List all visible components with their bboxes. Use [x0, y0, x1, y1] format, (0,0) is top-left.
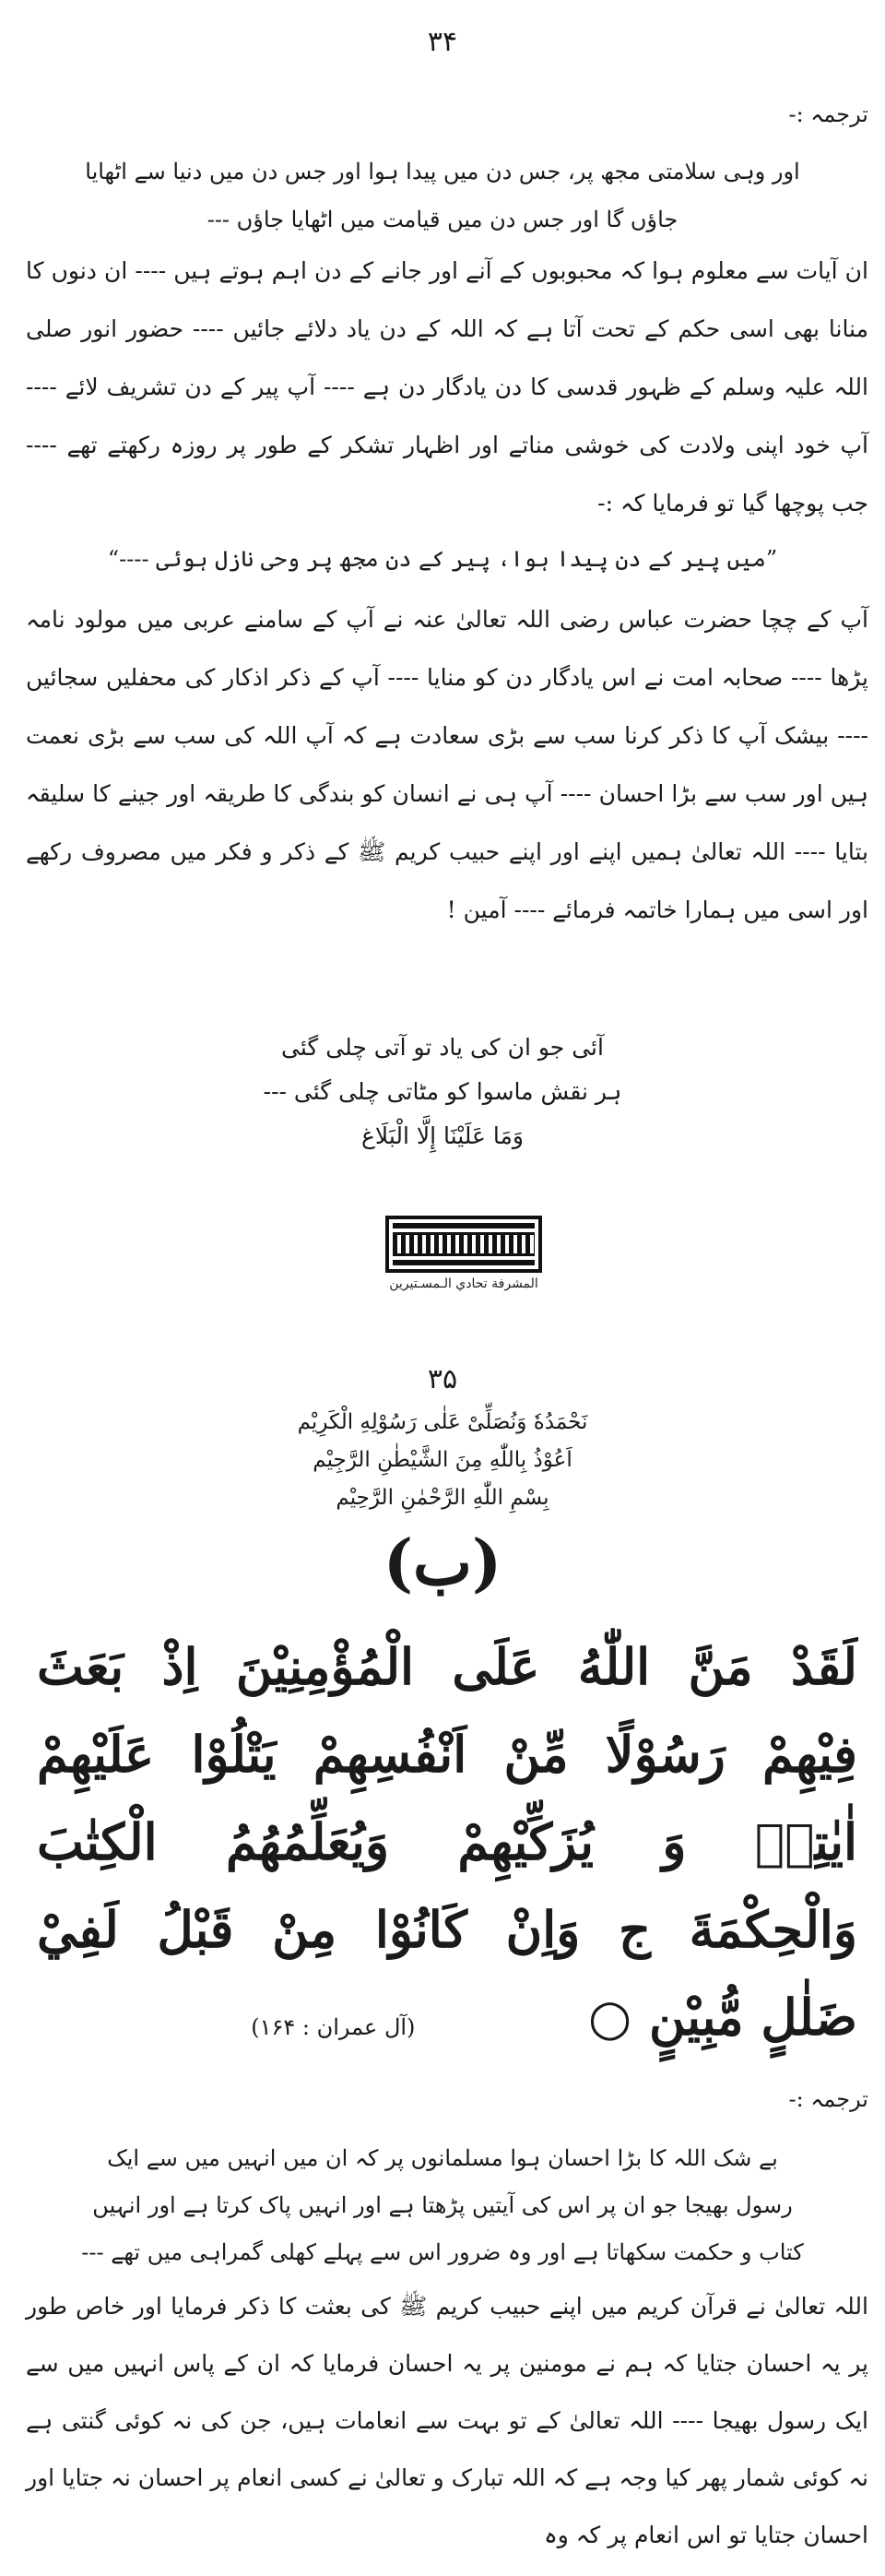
opening-line: نَحْمَدُهٗ وَنُصَلِّیْ عَلٰی رَسُوْلِهِ الْكَرِيْم — [297, 1410, 588, 1434]
verse-reference: (آل عمران : ۱۶۴) — [251, 2014, 416, 2040]
verse-line: اٰيٰتِهٖ وَ يُزَكِّيْهِمْ وَيُعَلِّمُهُمُ الْكِتٰبَ — [37, 1812, 857, 1871]
verse-line-last — [37, 1974, 857, 2071]
publisher-logo — [385, 1216, 542, 1291]
translation-line: جاؤں گا اور جس دن میں قیامت میں اٹھایا جاؤں --- — [206, 207, 678, 232]
translation-line: اور وہی سلامتی مجھ پر، جس دن میں پیدا ہوا اور جس دن میں دنیا سے اٹھایا — [85, 159, 800, 184]
translation-line: بے شک اللہ کا بڑا احسان ہوا مسلمانوں پر کہ ان میں انہیں میں سے ایک — [107, 2145, 778, 2171]
closing-couplet — [0, 1026, 885, 1158]
couplet-line: آئی جو ان کی یاد تو آتی چلی گئی — [281, 1034, 604, 1061]
translation-line: کتاب و حکمت سکھاتا ہے اور وہ ضرور اس سے پہلے کھلی گمراہی میں تھے --- — [81, 2239, 804, 2265]
couplet-line: ہر نقش ماسوا کو مٹاتی چلی گئی --- — [263, 1078, 622, 1105]
verse-line: ضَلٰلٍ مُّبِيْنٍ ○ — [588, 1988, 857, 2047]
hadith-quote: ”میں پیر کے دن پیدا ہوا، پیر کے دن مجھ پر وحی نازل ہوئی ----“ — [107, 546, 778, 572]
opening-formulas — [0, 1404, 885, 1517]
couplet-line: وَمَا عَلَيْنَا إِلَّا الْبَلَاغ — [361, 1122, 524, 1149]
page-number-35: ۳۵ — [427, 1363, 458, 1395]
opening-line: اَعُوْذُ بِاللّٰهِ مِنَ الشَّيْطٰنِ الرَّجِيْم — [313, 1448, 572, 1472]
translation-block-2 — [0, 2135, 885, 2276]
section-heading: (ب) — [383, 1526, 502, 1600]
quran-verse — [37, 1623, 857, 2071]
logo-emblem — [385, 1216, 542, 1273]
opening-line: بِسْمِ اللّٰهِ الرَّحْمٰنِ الرَّحِيْم — [336, 1486, 549, 1510]
page-number-34: ۳۴ — [427, 26, 458, 58]
verse-line: فِيْهِمْ رَسُوْلًا مِّنْ اَنْفُسِهِمْ يَتْلُوْا عَلَيْهِمْ — [37, 1725, 857, 1784]
body-paragraph-3: اللہ تعالیٰ نے قرآن کریم میں اپنے حبیب کریم ﷺ کی بعثت کا ذکر فرمایا اور خاص طور پر یہ احسان جتایا کہ ہم نے مومنین پر یہ احسان فرمایا کہ ان کے پاس انہیں میں سے ایک رسول بھیجا ---- اللہ تعالیٰ کے تو بہت سے انعامات ہیں، جن کی نہ کوئی گنتی ہے نہ کوئی شمار پھر کیا وجہ ہے کہ اللہ تبارک و تعالیٰ نے کسی انعام پر احسان نہ جتایا اور احسان جتایا تو اس انعام پر کہ وہ — [26, 2293, 868, 2548]
body-paragraph-2: آپ کے چچا حضرت عباس رضی اللہ تعالیٰ عنہ نے آپ کے سامنے عربی میں مولود نامہ پڑھا ---- صحابہ امت نے اس یادگار دن کو منایا ---- آپ کے ذکر اذکار کی محفلیں سجائیں ---- بیشک آپ کا ذکر کرنا سب سے بڑی سعادت ہے کہ آپ اللہ کی سب سے بڑی نعمت ہیں اور سب سے بڑا احسان ---- آپ ہی نے انسان کو بندگی کا طریقہ اور جینے کا سلیقہ بتایا ---- اللہ تعالیٰ ہمیں اپنے اور اپنے حبیب کریم ﷺ کے ذکر و فکر میں مصروف رکھے اور اسی میں ہمارا خاتمہ فرمائے ---- آمین ! — [26, 606, 868, 923]
verse-line: وَالْحِكْمَةَ ج وَاِنْ كَانُوْا مِنْ قَبْلُ لَفِيْ — [37, 1900, 857, 1959]
body-paragraph: ان آیات سے معلوم ہوا کہ محبوبوں کے آنے اور جانے کے دن اہم ہوتے ہیں ---- ان دنوں کا منانا بھی اسی حکم کے تحت آتا ہے کہ اللہ کے دن یاد دلائے جائیں ---- حضور انور صلی اللہ علیہ وسلم کے ظہور قدسی کا دن یادگار دن ہے ---- آپ پیر کے دن تشریف لائے ---- آپ خود اپنی ولادت کی خوشی مناتے اور اظہار تشکر کے طور پر روزہ رکھتے تھے ---- جب پوچھا گیا تو فرمایا کہ :- — [26, 257, 868, 516]
translation-line: رسول بھیجا جو ان پر اس کی آیتیں پڑھتا ہے اور انہیں پاک کرتا ہے اور انہیں — [92, 2192, 793, 2218]
verse-line: لَقَدْ مَنَّ اللّٰهُ عَلَى الْمُؤْمِنِيْنَ اِذْ بَعَثَ — [37, 1637, 857, 1696]
logo-caption: المشرفة تحادي الـمسـتيرين — [389, 1276, 538, 1291]
translation-label-2: ترجمہ :- — [788, 2086, 868, 2112]
translation-block — [0, 148, 885, 243]
translation-label: ترجمہ :- — [788, 101, 868, 127]
